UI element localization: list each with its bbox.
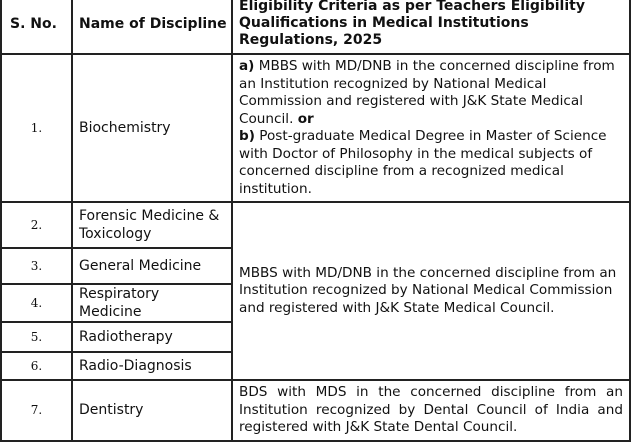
row-sno: 2. <box>1 202 72 248</box>
option-b-text: Post-graduate Medical Degree in Master of Science with Doctor of Philosophy in the medical subjects of concerned discipline from a recognized medical institution. <box>239 128 607 197</box>
header-sno: S. No. <box>1 0 72 54</box>
row-discipline: Dentistry <box>72 380 232 441</box>
row-sno: 5. <box>1 322 72 352</box>
row-discipline: Biochemistry <box>72 54 232 202</box>
header-discipline: Name of Discipline <box>72 0 232 54</box>
row-sno: 3. <box>1 248 72 284</box>
row-discipline: Respiratory Medicine <box>72 284 232 322</box>
or-label: or <box>297 110 314 127</box>
table-header-row <box>1 0 630 54</box>
table-row <box>1 380 630 441</box>
option-a-label: a) <box>239 58 255 74</box>
header-criteria: Eligibility Criteria as per Teachers Eligibility Qualifications in Medical Institutions Regulations, 2025 <box>232 0 630 54</box>
row-sno: 7. <box>1 380 72 441</box>
criteria-medical-group: MBBS with MD/DNB in the concerned discipline from an Institution recognized by National Medical Commission and registered with J&K State Medical Council. <box>232 202 630 380</box>
option-a-text: MBBS with MD/DNB in the concerned discipline from an Institution recognized by National Medical Commission and registered with J&K State Medical Council. <box>239 58 615 127</box>
row-sno: 4. <box>1 284 72 322</box>
table-row <box>1 54 630 202</box>
row-sno: 6. <box>1 352 72 380</box>
criteria-biochemistry <box>232 54 630 202</box>
row-discipline: Radio-Diagnosis <box>72 352 232 380</box>
option-b-label: b) <box>239 128 255 144</box>
table-row <box>1 202 630 248</box>
row-sno: 1. <box>1 54 72 202</box>
row-discipline: General Medicine <box>72 248 232 284</box>
row-discipline: Forensic Medicine & Toxicology <box>72 202 232 248</box>
criteria-dentistry: BDS with MDS in the concerned discipline from an Institution recognized by Dental Council of India and registered with J&K State Dental Council. <box>232 380 630 441</box>
row-discipline: Radiotherapy <box>72 322 232 352</box>
